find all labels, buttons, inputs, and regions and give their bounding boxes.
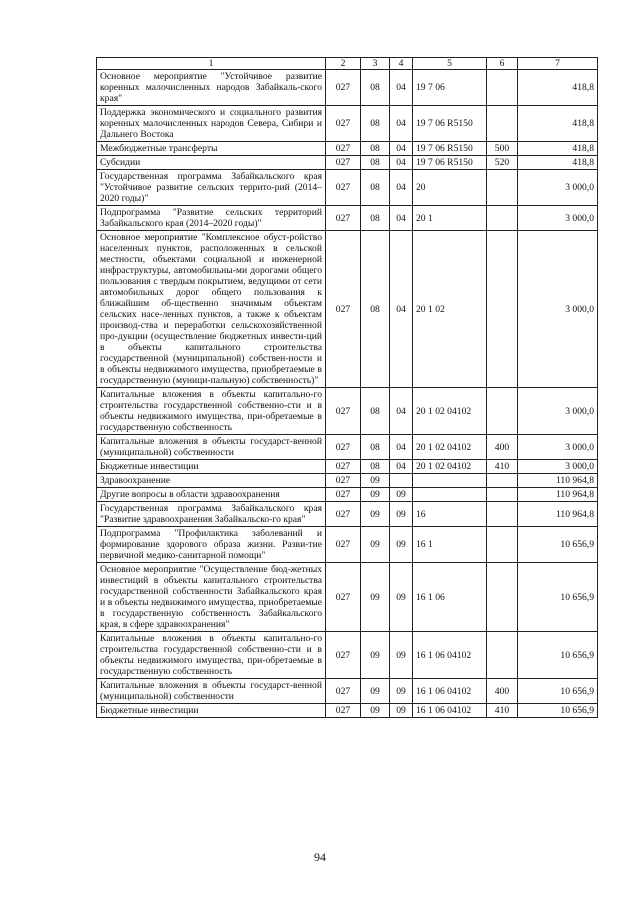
target-article: 20 1 02: [413, 231, 487, 388]
amount: 3 000,0: [518, 206, 598, 231]
ministry-code: 027: [326, 563, 361, 632]
subsection-code: 04: [390, 460, 413, 474]
expense-type: [487, 488, 518, 502]
target-article: 16 1: [413, 527, 487, 563]
target-article: 16 1 06 04102: [413, 679, 487, 704]
table-row: [97, 460, 598, 474]
amount: 110 964,8: [518, 502, 598, 527]
amount: 418,8: [518, 156, 598, 170]
row-name: Государственная программа Забайкальского края "Устойчивое развитие сельских террито-рий (2014–2020 годы)": [97, 170, 326, 206]
expense-type: [487, 563, 518, 632]
target-article: 20 1 02 04102: [413, 460, 487, 474]
target-article: [413, 474, 487, 488]
row-name: Капитальные вложения в объекты государст-венной (муниципальной) собственности: [97, 679, 326, 704]
target-article: 20: [413, 170, 487, 206]
table-row: [97, 488, 598, 502]
amount: 3 000,0: [518, 435, 598, 460]
row-name: Государственная программа Забайкальского края "Развитие здравоохранения Забайкальско-го края": [97, 502, 326, 527]
subsection-code: 04: [390, 231, 413, 388]
subsection-code: 09: [390, 563, 413, 632]
amount: 3 000,0: [518, 170, 598, 206]
ministry-code: 027: [326, 231, 361, 388]
row-name: Здравоохранение: [97, 474, 326, 488]
table-row: [97, 206, 598, 231]
page-number: 94: [314, 850, 326, 864]
ministry-code: 027: [326, 502, 361, 527]
section-code: 08: [361, 460, 390, 474]
header-cell: 2: [326, 58, 361, 70]
ministry-code: 027: [326, 679, 361, 704]
target-article: 20 1: [413, 206, 487, 231]
row-name: Бюджетные инвестиции: [97, 460, 326, 474]
target-article: 19 7 06 R5150: [413, 142, 487, 156]
ministry-code: 027: [326, 206, 361, 231]
row-name: Капитальные вложения в объекты государст-венной (муниципальной) собственности: [97, 435, 326, 460]
subsection-code: 04: [390, 206, 413, 231]
ministry-code: 027: [326, 488, 361, 502]
table-row: [97, 170, 598, 206]
amount: 418,8: [518, 106, 598, 142]
target-article: 20 1 02 04102: [413, 388, 487, 435]
table-row: [97, 563, 598, 632]
header-cell: 4: [390, 58, 413, 70]
row-name: Капитальные вложения в объекты капитально-го строительства государственной собственно-сти и в объекты недвижимого имущества, при-обретаемые в государственную собственность: [97, 632, 326, 679]
subsection-code: 04: [390, 388, 413, 435]
subsection-code: 09: [390, 502, 413, 527]
section-code: 08: [361, 170, 390, 206]
section-code: 09: [361, 563, 390, 632]
subsection-code: 09: [390, 679, 413, 704]
target-article: 16 1 06 04102: [413, 704, 487, 718]
ministry-code: 027: [326, 704, 361, 718]
row-name: Бюджетные инвестиции: [97, 704, 326, 718]
section-code: 08: [361, 142, 390, 156]
header-cell: 5: [413, 58, 487, 70]
target-article: 19 7 06 R5150: [413, 156, 487, 170]
amount: 3 000,0: [518, 231, 598, 388]
amount: 10 656,9: [518, 704, 598, 718]
amount: 418,8: [518, 142, 598, 156]
table-row: [97, 435, 598, 460]
row-name: Поддержка экономического и социального развития коренных малочисленных народов Севера, Сибири и Дальнего Востока: [97, 106, 326, 142]
subsection-code: 09: [390, 488, 413, 502]
expense-type: 400: [487, 435, 518, 460]
target-article: 16 1 06: [413, 563, 487, 632]
row-name: Подпрограмма "Развитие сельских территорий Забайкальского края (2014–2020 годы)": [97, 206, 326, 231]
target-article: 19 7 06: [413, 70, 487, 106]
target-article: 16: [413, 502, 487, 527]
section-code: 09: [361, 527, 390, 563]
header-cell: 6: [487, 58, 518, 70]
section-code: 08: [361, 106, 390, 142]
ministry-code: 027: [326, 156, 361, 170]
table-row: [97, 70, 598, 106]
subsection-code: 09: [390, 632, 413, 679]
table-row: [97, 156, 598, 170]
section-code: 09: [361, 502, 390, 527]
ministry-code: 027: [326, 474, 361, 488]
table-row: [97, 142, 598, 156]
table-row: [97, 474, 598, 488]
amount: 3 000,0: [518, 460, 598, 474]
amount: 418,8: [518, 70, 598, 106]
subsection-code: 04: [390, 170, 413, 206]
expense-type: [487, 527, 518, 563]
ministry-code: 027: [326, 170, 361, 206]
section-code: 09: [361, 632, 390, 679]
target-article: [413, 488, 487, 502]
table-row: [97, 527, 598, 563]
expense-type: [487, 502, 518, 527]
row-name: Межбюджетные трансферты: [97, 142, 326, 156]
target-article: 20 1 02 04102: [413, 435, 487, 460]
section-code: 08: [361, 206, 390, 231]
expense-type: [487, 106, 518, 142]
target-article: 16 1 06 04102: [413, 632, 487, 679]
ministry-code: 027: [326, 435, 361, 460]
row-name: Субсидии: [97, 156, 326, 170]
subsection-code: 09: [390, 704, 413, 718]
amount: 3 000,0: [518, 388, 598, 435]
subsection-code: [390, 474, 413, 488]
row-name: Основное мероприятие "Осуществление бюд-жетных инвестиций в объекты капитального строительства государственной собственности Забайкальского края и в объекты недвижимого имущества, приобретаемые в государственную собственность Забайкальского края, в сфере здравоохранения": [97, 563, 326, 632]
expense-type: [487, 231, 518, 388]
budget-table: [96, 57, 598, 718]
subsection-code: 04: [390, 70, 413, 106]
expense-type: 410: [487, 704, 518, 718]
section-code: 09: [361, 474, 390, 488]
ministry-code: 027: [326, 106, 361, 142]
subsection-code: 04: [390, 156, 413, 170]
table-row: [97, 231, 598, 388]
expense-type: [487, 170, 518, 206]
ministry-code: 027: [326, 142, 361, 156]
table-row: [97, 106, 598, 142]
section-code: 09: [361, 679, 390, 704]
section-code: 08: [361, 231, 390, 388]
subsection-code: 04: [390, 106, 413, 142]
table-body: [97, 70, 598, 718]
row-name: Другие вопросы в области здравоохранения: [97, 488, 326, 502]
section-code: 08: [361, 435, 390, 460]
header-cell: 1: [97, 58, 326, 70]
target-article: 19 7 06 R5150: [413, 106, 487, 142]
amount: 110 964,8: [518, 488, 598, 502]
expense-type: [487, 632, 518, 679]
section-code: 09: [361, 488, 390, 502]
row-name: Капитальные вложения в объекты капитально-го строительства государственной собственно-сти и в объекты недвижимого имущества, при-обретаемые в государственную собственность: [97, 388, 326, 435]
table-row: [97, 704, 598, 718]
header-row: [97, 58, 598, 70]
section-code: 08: [361, 388, 390, 435]
header-cell: 7: [518, 58, 598, 70]
amount: 10 656,9: [518, 527, 598, 563]
section-code: 08: [361, 156, 390, 170]
table-row: [97, 502, 598, 527]
expense-type: [487, 388, 518, 435]
expense-type: [487, 70, 518, 106]
expense-type: 500: [487, 142, 518, 156]
ministry-code: 027: [326, 388, 361, 435]
subsection-code: 09: [390, 527, 413, 563]
ministry-code: 027: [326, 70, 361, 106]
amount: 10 656,9: [518, 679, 598, 704]
ministry-code: 027: [326, 460, 361, 474]
header-cell: 3: [361, 58, 390, 70]
amount: 10 656,9: [518, 632, 598, 679]
expense-type: [487, 474, 518, 488]
expense-type: 520: [487, 156, 518, 170]
amount: 10 656,9: [518, 563, 598, 632]
section-code: 08: [361, 70, 390, 106]
amount: 110 964,8: [518, 474, 598, 488]
table-row: [97, 632, 598, 679]
row-name: Основное мероприятие "Комплексное обуст-ройство населенных пунктов, расположенных в сельской местности, объектами социальной и инженерной инфраструктуры, автомобильны-ми дорогами общего пользования с твердым покрытием, ведущими от сети автомобильных дорог общего пользования к ближайшим об-щественно значимым объектам сельских насе-ленных пунктов, а также к объектам производ-ства и переработки сельскохозяйственной про-дукции (осуществление бюджетных инвести-ций в объекты капитального строительства государственной (муниципальной) собствен-ности и в объекты недвижимого имущества, приобретаемые в государственную (муници-пальную) собственность)": [97, 231, 326, 388]
subsection-code: 04: [390, 142, 413, 156]
expense-type: 400: [487, 679, 518, 704]
ministry-code: 027: [326, 527, 361, 563]
section-code: 09: [361, 704, 390, 718]
ministry-code: 027: [326, 632, 361, 679]
expense-type: [487, 206, 518, 231]
row-name: Основное мероприятие "Устойчивое развитие коренных малочисленных народов Забайкаль-ского края": [97, 70, 326, 106]
subsection-code: 04: [390, 435, 413, 460]
table-row: [97, 679, 598, 704]
table-row: [97, 388, 598, 435]
expense-type: 410: [487, 460, 518, 474]
row-name: Подпрограмма "Профилактика заболеваний и формирование здорового образа жизни. Разви-тие первичной медико-санитарной помощи": [97, 527, 326, 563]
